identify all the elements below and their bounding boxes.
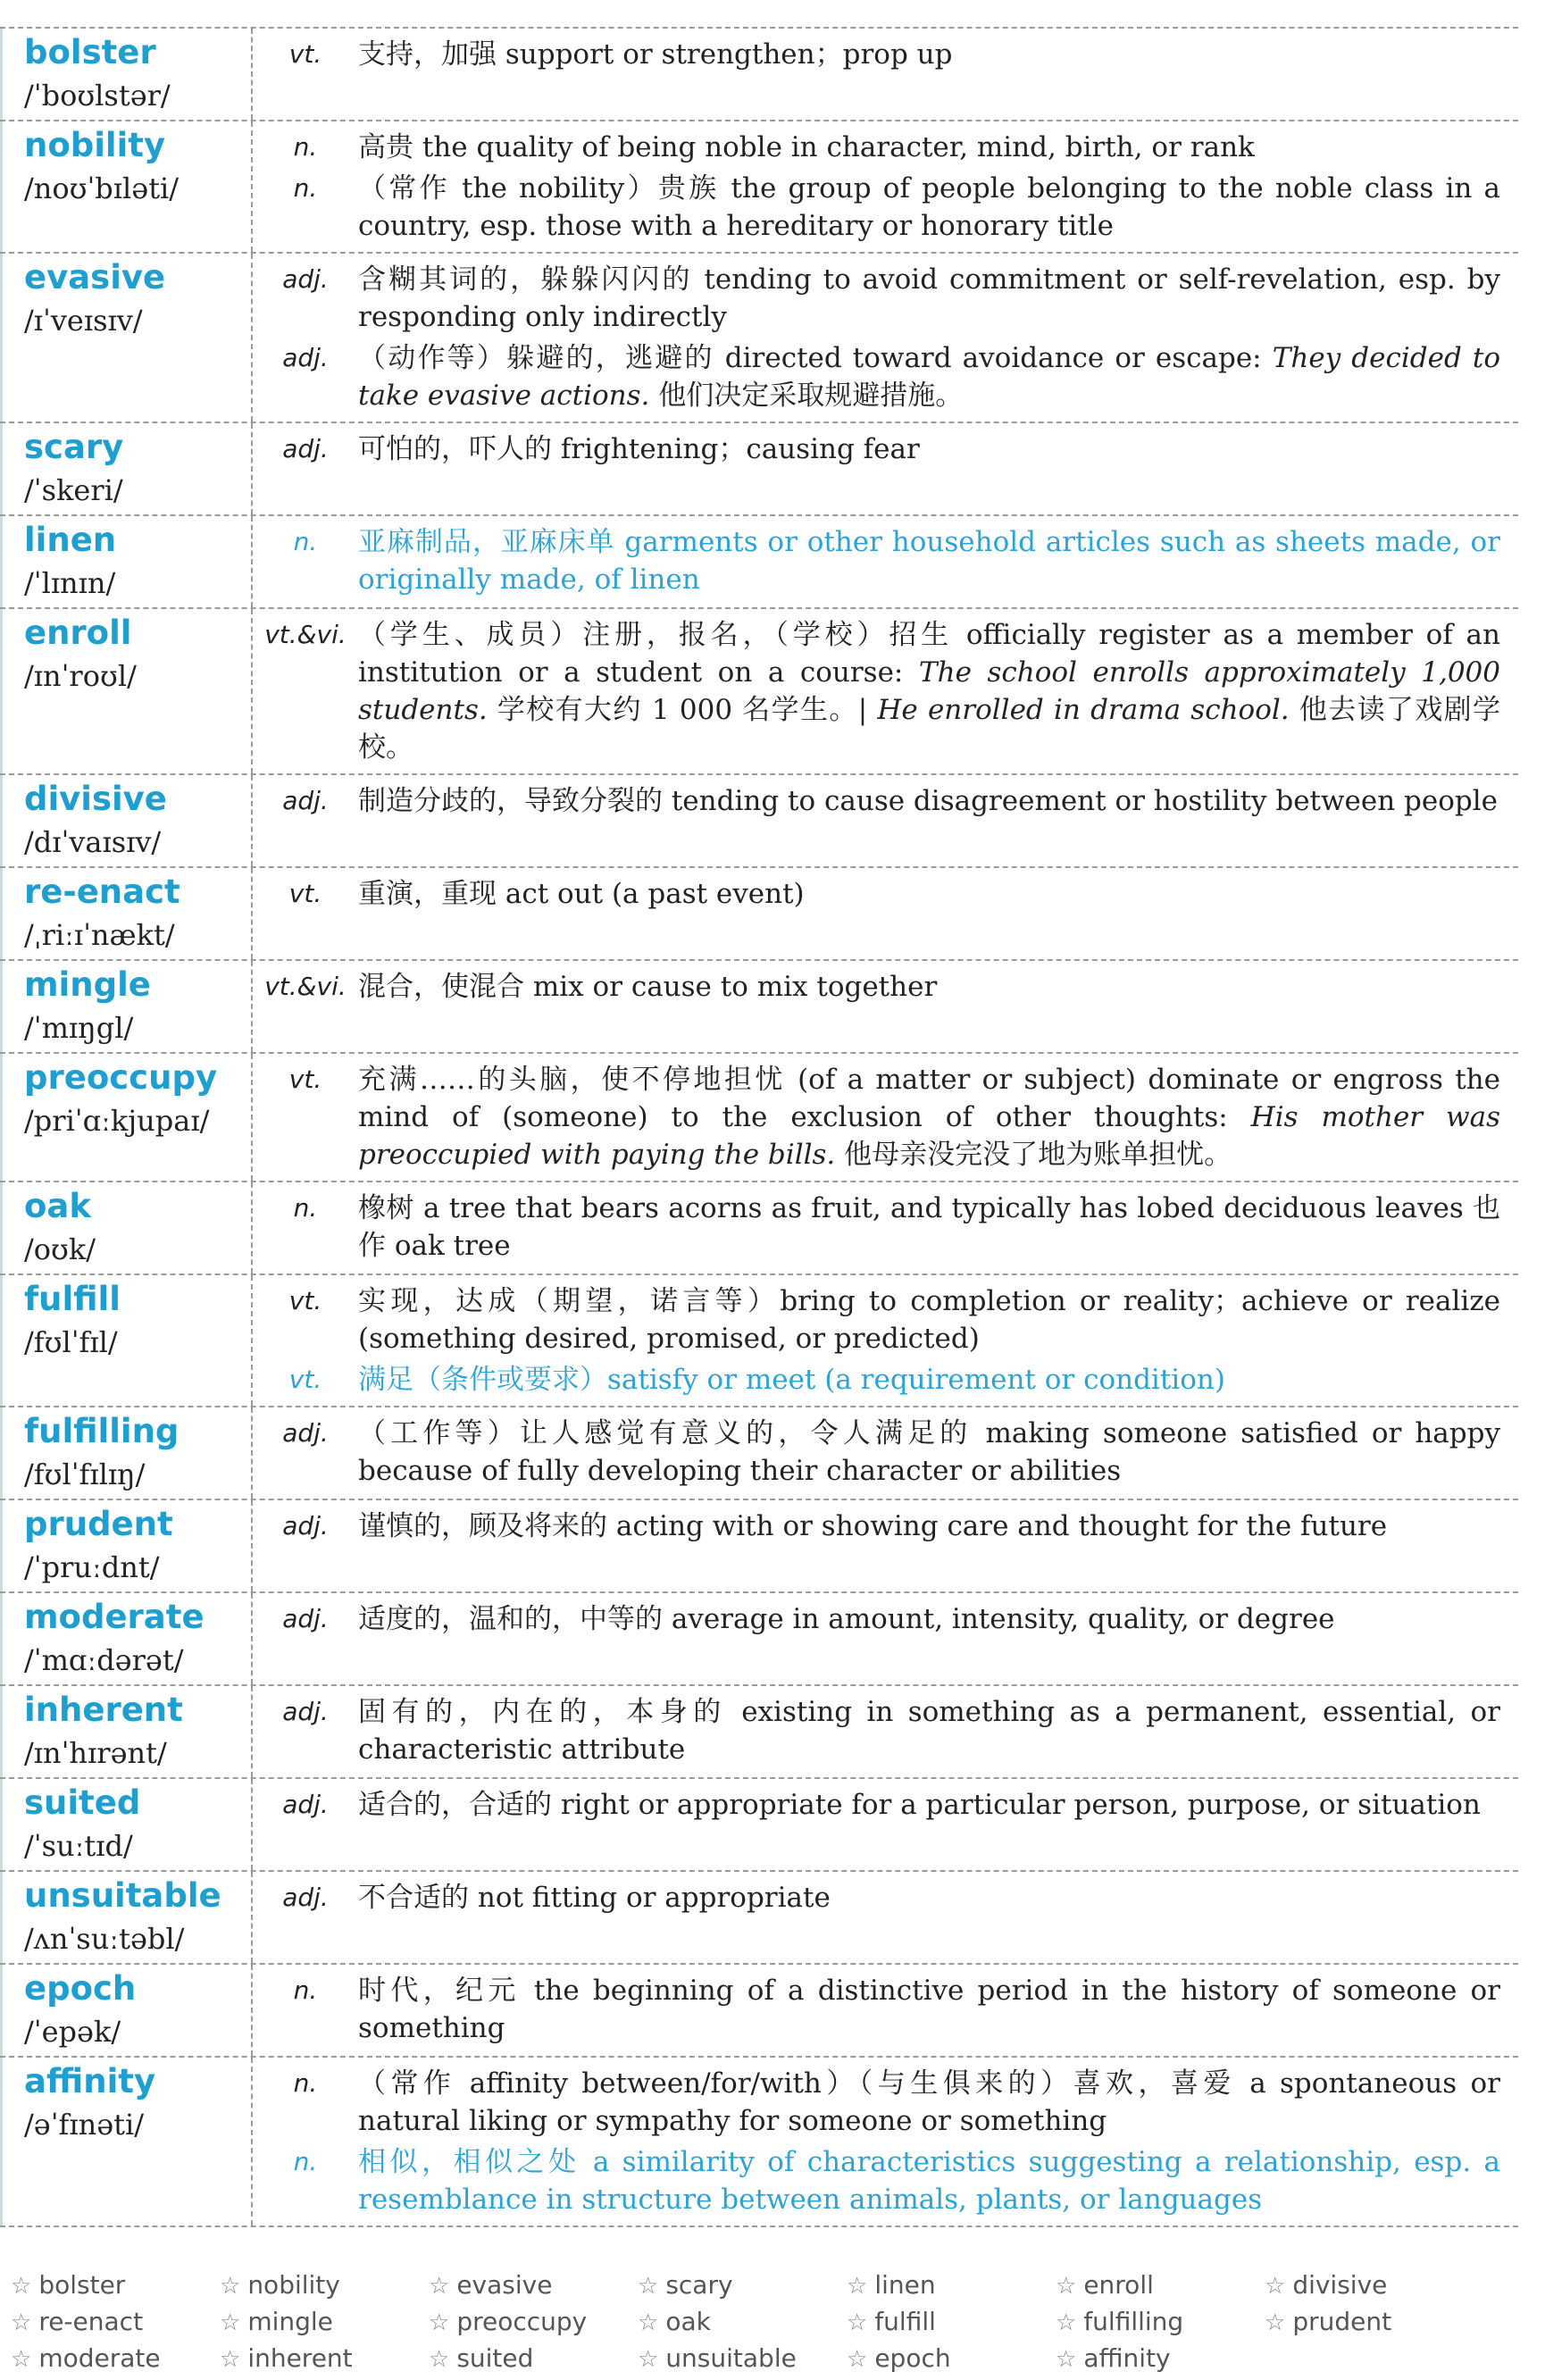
headword-cell (0, 1054, 253, 1181)
star-icon[interactable]: ☆ (847, 2309, 868, 2336)
sense (253, 1600, 1500, 1638)
phonetic: /ˈboʊlstər/ (24, 79, 171, 113)
review-word: scary (665, 2270, 733, 2300)
definition (358, 616, 1500, 766)
definition-text: 适合的，合适的 right or appropriate for a particular person, purpose, or situation (358, 1789, 1481, 1821)
review-word: re-enact (38, 2307, 144, 2336)
star-icon[interactable]: ☆ (11, 2273, 32, 2300)
part-of-speech: n. (293, 527, 318, 556)
definitions-cell (253, 1500, 1518, 1591)
star-icon[interactable]: ☆ (638, 2273, 659, 2300)
part-of-speech: vt.&vi. (264, 620, 347, 649)
definitions-cell (253, 775, 1518, 866)
sense (253, 523, 1500, 598)
definition-text: 固有的，内在的，本身的 existing in something as a permanent, essential, or characteristic attribute (358, 1696, 1500, 1766)
definition (358, 1282, 1500, 1357)
star-icon[interactable]: ☆ (1056, 2346, 1077, 2373)
review-word: inherent (247, 2343, 353, 2373)
part-of-speech: adj. (282, 1790, 329, 1819)
review-word-item[interactable] (847, 2268, 1056, 2303)
headword: divisive (24, 780, 167, 818)
review-word: unsuitable (665, 2343, 797, 2373)
headword: moderate (24, 1598, 205, 1636)
definitions-cell (253, 29, 1518, 120)
sense (253, 1972, 1500, 2047)
definition (358, 1507, 1500, 1545)
definition-text: 满足（条件或要求）satisfy or meet (a requirement or condition) (358, 1364, 1225, 1396)
part-of-speech: adj. (282, 343, 329, 372)
phonetic: /ˈpruːdnt/ (24, 1550, 160, 1584)
review-word-item[interactable] (11, 2268, 220, 2303)
definition (358, 2065, 1500, 2140)
phonetic: /noʊˈbɪləti/ (24, 171, 180, 205)
review-word: linen (874, 2270, 936, 2300)
star-icon[interactable]: ☆ (11, 2309, 32, 2336)
headword-cell (0, 1965, 253, 2056)
phonetic: /ˈmɑːdərət/ (24, 1643, 184, 1677)
sense (253, 1361, 1500, 1399)
review-word-item[interactable] (11, 2342, 220, 2376)
sense (253, 2143, 1500, 2218)
definitions-cell (253, 1054, 1518, 1181)
part-of-speech: vt. (288, 1065, 322, 1094)
headword: epoch (24, 1969, 137, 2008)
part-of-speech: adj. (282, 1511, 329, 1541)
review-word: mingle (247, 2307, 333, 2336)
star-icon[interactable]: ☆ (1265, 2309, 1286, 2336)
review-word-item[interactable] (638, 2305, 847, 2340)
review-word-item[interactable] (429, 2268, 638, 2303)
definition-text: 他去读了戏剧学校。 (358, 694, 1501, 764)
entry-row (0, 1275, 1518, 1407)
example-sentence: His mother was preoccupied with paying the bills. (358, 1101, 1500, 1171)
entry-row (0, 1686, 1518, 1779)
part-of-speech: vt. (288, 39, 322, 69)
sense (253, 782, 1500, 820)
phonetic: /priˈɑːkjupaɪ/ (24, 1104, 210, 1138)
headword: affinity (24, 2062, 156, 2100)
review-word-item[interactable] (1265, 2305, 1474, 2340)
star-icon[interactable]: ☆ (11, 2346, 32, 2373)
definitions-cell (253, 1872, 1518, 1963)
phonetic: /ˈlɪnɪn/ (24, 566, 116, 600)
part-of-speech: n. (293, 2147, 318, 2176)
definitions-cell (253, 1407, 1518, 1499)
definition-text: （学生、成员）注册，报名，（学校）招生 officially register as a member of an institution or a student on a course: (358, 619, 1500, 689)
headword: re-enact (24, 873, 180, 911)
entry-row (0, 29, 1518, 121)
review-word: affinity (1083, 2343, 1171, 2373)
star-icon[interactable]: ☆ (220, 2346, 241, 2373)
headword: fulfill (24, 1280, 121, 1318)
review-word: fulfill (874, 2307, 936, 2336)
phonetic: /ˈskeri/ (24, 473, 123, 507)
sense (253, 129, 1500, 166)
star-icon[interactable]: ☆ (429, 2309, 450, 2336)
entry-row (0, 2058, 1518, 2227)
definition (358, 1361, 1500, 1399)
definitions-cell (253, 516, 1518, 607)
star-icon[interactable]: ☆ (1056, 2273, 1077, 2300)
entry-row (0, 423, 1518, 516)
headword: evasive (24, 258, 166, 296)
phonetic: /ɪnˈroʊl/ (24, 659, 137, 693)
definitions-cell (253, 609, 1518, 773)
review-word-list (11, 2268, 1529, 2376)
entry-row (0, 1779, 1518, 1872)
headword-cell (0, 121, 253, 252)
definition-text: 橡树 a tree that bears acorns as fruit, and typically has lobed deciduous leaves 也作 oak tree (358, 1192, 1500, 1262)
review-word: divisive (1292, 2270, 1388, 2300)
headword-cell (0, 1686, 253, 1777)
definitions-cell (253, 1275, 1518, 1406)
sense (253, 1282, 1500, 1357)
part-of-speech: n. (293, 1193, 318, 1223)
definition-text: 时代，纪元 the beginning of a distinctive period in the history of someone or something (358, 1975, 1500, 2044)
definitions-cell (253, 121, 1518, 252)
phonetic: /əˈfɪnəti/ (24, 2108, 145, 2142)
definitions-cell (253, 1686, 1518, 1777)
review-word: oak (665, 2307, 711, 2336)
review-word-item[interactable] (847, 2305, 1056, 2340)
star-icon[interactable]: ☆ (220, 2273, 241, 2300)
definitions-cell (253, 961, 1518, 1052)
part-of-speech: vt. (288, 1286, 322, 1315)
example-sentence: The school enrolls approximately 1,000 students. (358, 656, 1500, 726)
definition (358, 430, 1500, 468)
headword-cell (0, 1593, 253, 1684)
star-icon[interactable]: ☆ (1265, 2273, 1286, 2300)
sense (253, 875, 1500, 913)
headword: oak (24, 1187, 91, 1225)
headword-cell (0, 516, 253, 607)
star-icon[interactable]: ☆ (638, 2346, 659, 2373)
headword: bolster (24, 33, 156, 71)
headword: prudent (24, 1505, 173, 1543)
definition-text: 支持，加强 support or strengthen；prop up (358, 38, 953, 71)
definition (358, 1786, 1500, 1824)
review-word: bolster (38, 2270, 126, 2300)
headword-cell (0, 254, 253, 422)
review-word-item[interactable] (220, 2268, 429, 2303)
review-word: enroll (1083, 2270, 1154, 2300)
part-of-speech: n. (293, 1975, 318, 2005)
sense (253, 170, 1500, 245)
phonetic: /ˈepək/ (24, 2015, 121, 2049)
sense (253, 1507, 1500, 1545)
entry-row (0, 1965, 1518, 2058)
part-of-speech: vt. (288, 879, 322, 908)
definition (358, 1693, 1500, 1768)
definitions-cell (253, 868, 1518, 959)
headword: suited (24, 1783, 141, 1822)
headword-cell (0, 1872, 253, 1963)
review-word-item[interactable] (847, 2342, 1056, 2376)
definition (358, 170, 1500, 245)
star-icon[interactable]: ☆ (847, 2346, 868, 2373)
part-of-speech: vt.&vi. (264, 972, 347, 1001)
entry-row (0, 1593, 1518, 1686)
definition (358, 523, 1500, 598)
definition-text: 亚麻制品，亚麻床单 garments or other household articles such as sheets made, or originally made, of linen (358, 526, 1500, 596)
phonetic: /fʊlˈfɪlɪŋ/ (24, 1457, 146, 1491)
definition-text: 高贵 the quality of being noble in character, mind, birth, or rank (358, 131, 1255, 163)
definition-text: 他母亲没完没了地为账单担忧。 (835, 1139, 1232, 1171)
definition-text: 充满……的头脑，使不停地担忧 (of a matter or subject) dominate or engross the mind of (someone) to the exclusion of other thoughts: (358, 1064, 1500, 1133)
sense (253, 2065, 1500, 2140)
definitions-cell (253, 1593, 1518, 1684)
review-word: nobility (247, 2270, 340, 2300)
review-word-item[interactable] (429, 2305, 638, 2340)
phonetic: /ˈmɪŋgl/ (24, 1011, 134, 1045)
review-word-item[interactable] (638, 2268, 847, 2303)
star-icon[interactable]: ☆ (220, 2309, 241, 2336)
part-of-speech: adj. (282, 1697, 329, 1726)
review-word-item[interactable] (1056, 2268, 1265, 2303)
definition-text: 含糊其词的，躲躲闪闪的 tending to avoid commitment or self-revelation, esp. by responding only indirectly (358, 263, 1500, 333)
definition (358, 1061, 1500, 1173)
sense (253, 339, 1500, 414)
example-sentence: He enrolled in drama school. (877, 694, 1290, 726)
part-of-speech: adj. (282, 786, 329, 815)
part-of-speech: n. (293, 132, 318, 162)
review-word-item[interactable] (11, 2305, 220, 2340)
headword-cell (0, 423, 253, 514)
entry-row (0, 254, 1518, 423)
review-word-item[interactable] (1056, 2305, 1265, 2340)
definition (358, 875, 1500, 913)
headword: nobility (24, 126, 166, 164)
sense (253, 1061, 1500, 1173)
definition-text: 可怕的，吓人的 frightening；causing fear (358, 433, 920, 465)
definition (358, 1972, 1500, 2047)
review-word: moderate (38, 2343, 161, 2373)
star-icon[interactable]: ☆ (429, 2346, 450, 2373)
review-word: evasive (456, 2270, 553, 2300)
headword: fulfilling (24, 1412, 180, 1450)
entry-row (0, 609, 1518, 775)
definition (358, 2143, 1500, 2218)
part-of-speech: adj. (282, 434, 329, 463)
definition-text: 制造分歧的，导致分裂的 tending to cause disagreement or hostility between people (358, 785, 1499, 817)
definition-text: 他们决定采取规避措施。 (649, 380, 964, 412)
definition-text: （工作等）让人感觉有意义的，令人满足的 making someone satisfied or happy because of fully developing their character or abilities (358, 1417, 1500, 1487)
headword-cell (0, 868, 253, 959)
sense (253, 36, 1500, 73)
phonetic: /oʊk/ (24, 1232, 96, 1266)
part-of-speech: adj. (282, 264, 329, 294)
definition-text: 学校有大约 1 000 名学生。| (487, 694, 878, 726)
part-of-speech: vt. (288, 1365, 322, 1394)
definition-text: 谨慎的，顾及将来的 acting with or showing care and thought for the future (358, 1510, 1388, 1542)
headword: scary (24, 428, 124, 466)
vocabulary-table (0, 27, 1518, 2227)
review-word: prudent (1292, 2307, 1392, 2336)
part-of-speech: n. (293, 173, 318, 203)
sense (253, 261, 1500, 336)
definition (358, 261, 1500, 336)
entry-row (0, 1182, 1518, 1275)
headword-cell (0, 1275, 253, 1406)
headword: mingle (24, 965, 151, 1004)
phonetic: /ɪnˈhɪrənt/ (24, 1736, 167, 1770)
definition-text: （动作等）躲避的，逃避的 directed toward avoidance or escape: (358, 342, 1273, 374)
definitions-cell (253, 1182, 1518, 1274)
definition (358, 339, 1500, 414)
review-word-item[interactable] (1056, 2342, 1265, 2376)
headword-cell (0, 1500, 253, 1591)
entry-row (0, 121, 1518, 254)
definition (358, 968, 1500, 1006)
entry-row (0, 1872, 1518, 1965)
definition-text: 混合，使混合 mix or cause to mix together (358, 971, 938, 1003)
phonetic: /dɪˈvaɪsɪv/ (24, 825, 162, 859)
definition-text: 适度的，温和的，中等的 average in amount, intensity, quality, or degree (358, 1603, 1335, 1635)
headword-cell (0, 1779, 253, 1870)
entry-row (0, 516, 1518, 609)
headword-cell (0, 29, 253, 120)
sense (253, 1415, 1500, 1490)
phonetic: /ʌnˈsuːtəbl/ (24, 1922, 185, 1956)
headword-cell (0, 2058, 253, 2226)
definition-text: 不合适的 not fitting or appropriate (358, 1882, 831, 1914)
review-word: fulfilling (1083, 2307, 1184, 2336)
definitions-cell (253, 2058, 1518, 2226)
definition-text: 实现，达成（期望，诺言等）bring to completion or reality；achieve or realize (something desired, promised, or predicted) (358, 1285, 1500, 1355)
example-sentence: They decided to take evasive actions. (358, 342, 1500, 412)
headword-cell (0, 609, 253, 773)
part-of-speech: adj. (282, 1418, 329, 1448)
entry-row (0, 775, 1518, 868)
definition (358, 1415, 1500, 1490)
sense (253, 616, 1500, 766)
sense (253, 1693, 1500, 1768)
entry-row (0, 1500, 1518, 1593)
star-icon[interactable]: ☆ (1056, 2309, 1077, 2336)
sense (253, 430, 1500, 468)
sense (253, 968, 1500, 1006)
review-word: epoch (874, 2343, 951, 2373)
review-word-item[interactable] (638, 2342, 847, 2376)
headword: unsuitable (24, 1876, 221, 1915)
headword-cell (0, 1407, 253, 1499)
phonetic: /ɪˈveɪsɪv/ (24, 304, 143, 338)
definition-text: 重演，重现 act out (a past event) (358, 878, 805, 910)
headword-cell (0, 775, 253, 866)
phonetic: /fʊlˈfɪl/ (24, 1325, 118, 1359)
review-word: preoccupy (456, 2307, 588, 2336)
definitions-cell (253, 254, 1518, 422)
review-word: suited (456, 2343, 534, 2373)
entry-row (0, 1407, 1518, 1500)
headword: inherent (24, 1691, 183, 1729)
definition (358, 1600, 1500, 1638)
entry-row (0, 868, 1518, 961)
definition (358, 1879, 1500, 1917)
sense (253, 1879, 1500, 1917)
headword-cell (0, 1182, 253, 1274)
phonetic: /ˌriːɪˈnækt/ (24, 918, 175, 952)
definition-text: （常作 the nobility）贵族 the group of people belonging to the noble class in a country, esp. those with a hereditary or honorary title (358, 172, 1500, 242)
definition (358, 1190, 1500, 1265)
headword-cell (0, 961, 253, 1052)
definition-text: 相似，相似之处 a similarity of characteristics suggesting a relationship, esp. a resemblance in structure between animals, plants, or languages (358, 2146, 1500, 2216)
star-icon[interactable]: ☆ (429, 2273, 450, 2300)
headword: linen (24, 521, 117, 559)
review-word-item[interactable] (429, 2342, 638, 2376)
headword: enroll (24, 614, 132, 652)
entry-row (0, 961, 1518, 1054)
review-word-item[interactable] (1265, 2268, 1474, 2303)
part-of-speech: adj. (282, 1883, 329, 1912)
definitions-cell (253, 1779, 1518, 1870)
review-word-item[interactable] (220, 2342, 429, 2376)
part-of-speech: adj. (282, 1604, 329, 1633)
definition (358, 36, 1500, 73)
star-icon[interactable]: ☆ (847, 2273, 868, 2300)
definitions-cell (253, 1965, 1518, 2056)
star-icon[interactable]: ☆ (638, 2309, 659, 2336)
entry-row (0, 1054, 1518, 1182)
definition (358, 782, 1500, 820)
headword: preoccupy (24, 1058, 218, 1097)
review-word-item[interactable] (220, 2305, 429, 2340)
part-of-speech: n. (293, 2068, 318, 2098)
sense (253, 1190, 1500, 1265)
definitions-cell (253, 423, 1518, 514)
definition (358, 129, 1500, 166)
phonetic: /ˈsuːtɪd/ (24, 1829, 133, 1863)
sense (253, 1786, 1500, 1824)
definition-text: （常作 affinity between/for/with）（与生俱来的）喜欢，喜爱 a spontaneous or natural liking or sympathy for someone or something (358, 2067, 1500, 2137)
